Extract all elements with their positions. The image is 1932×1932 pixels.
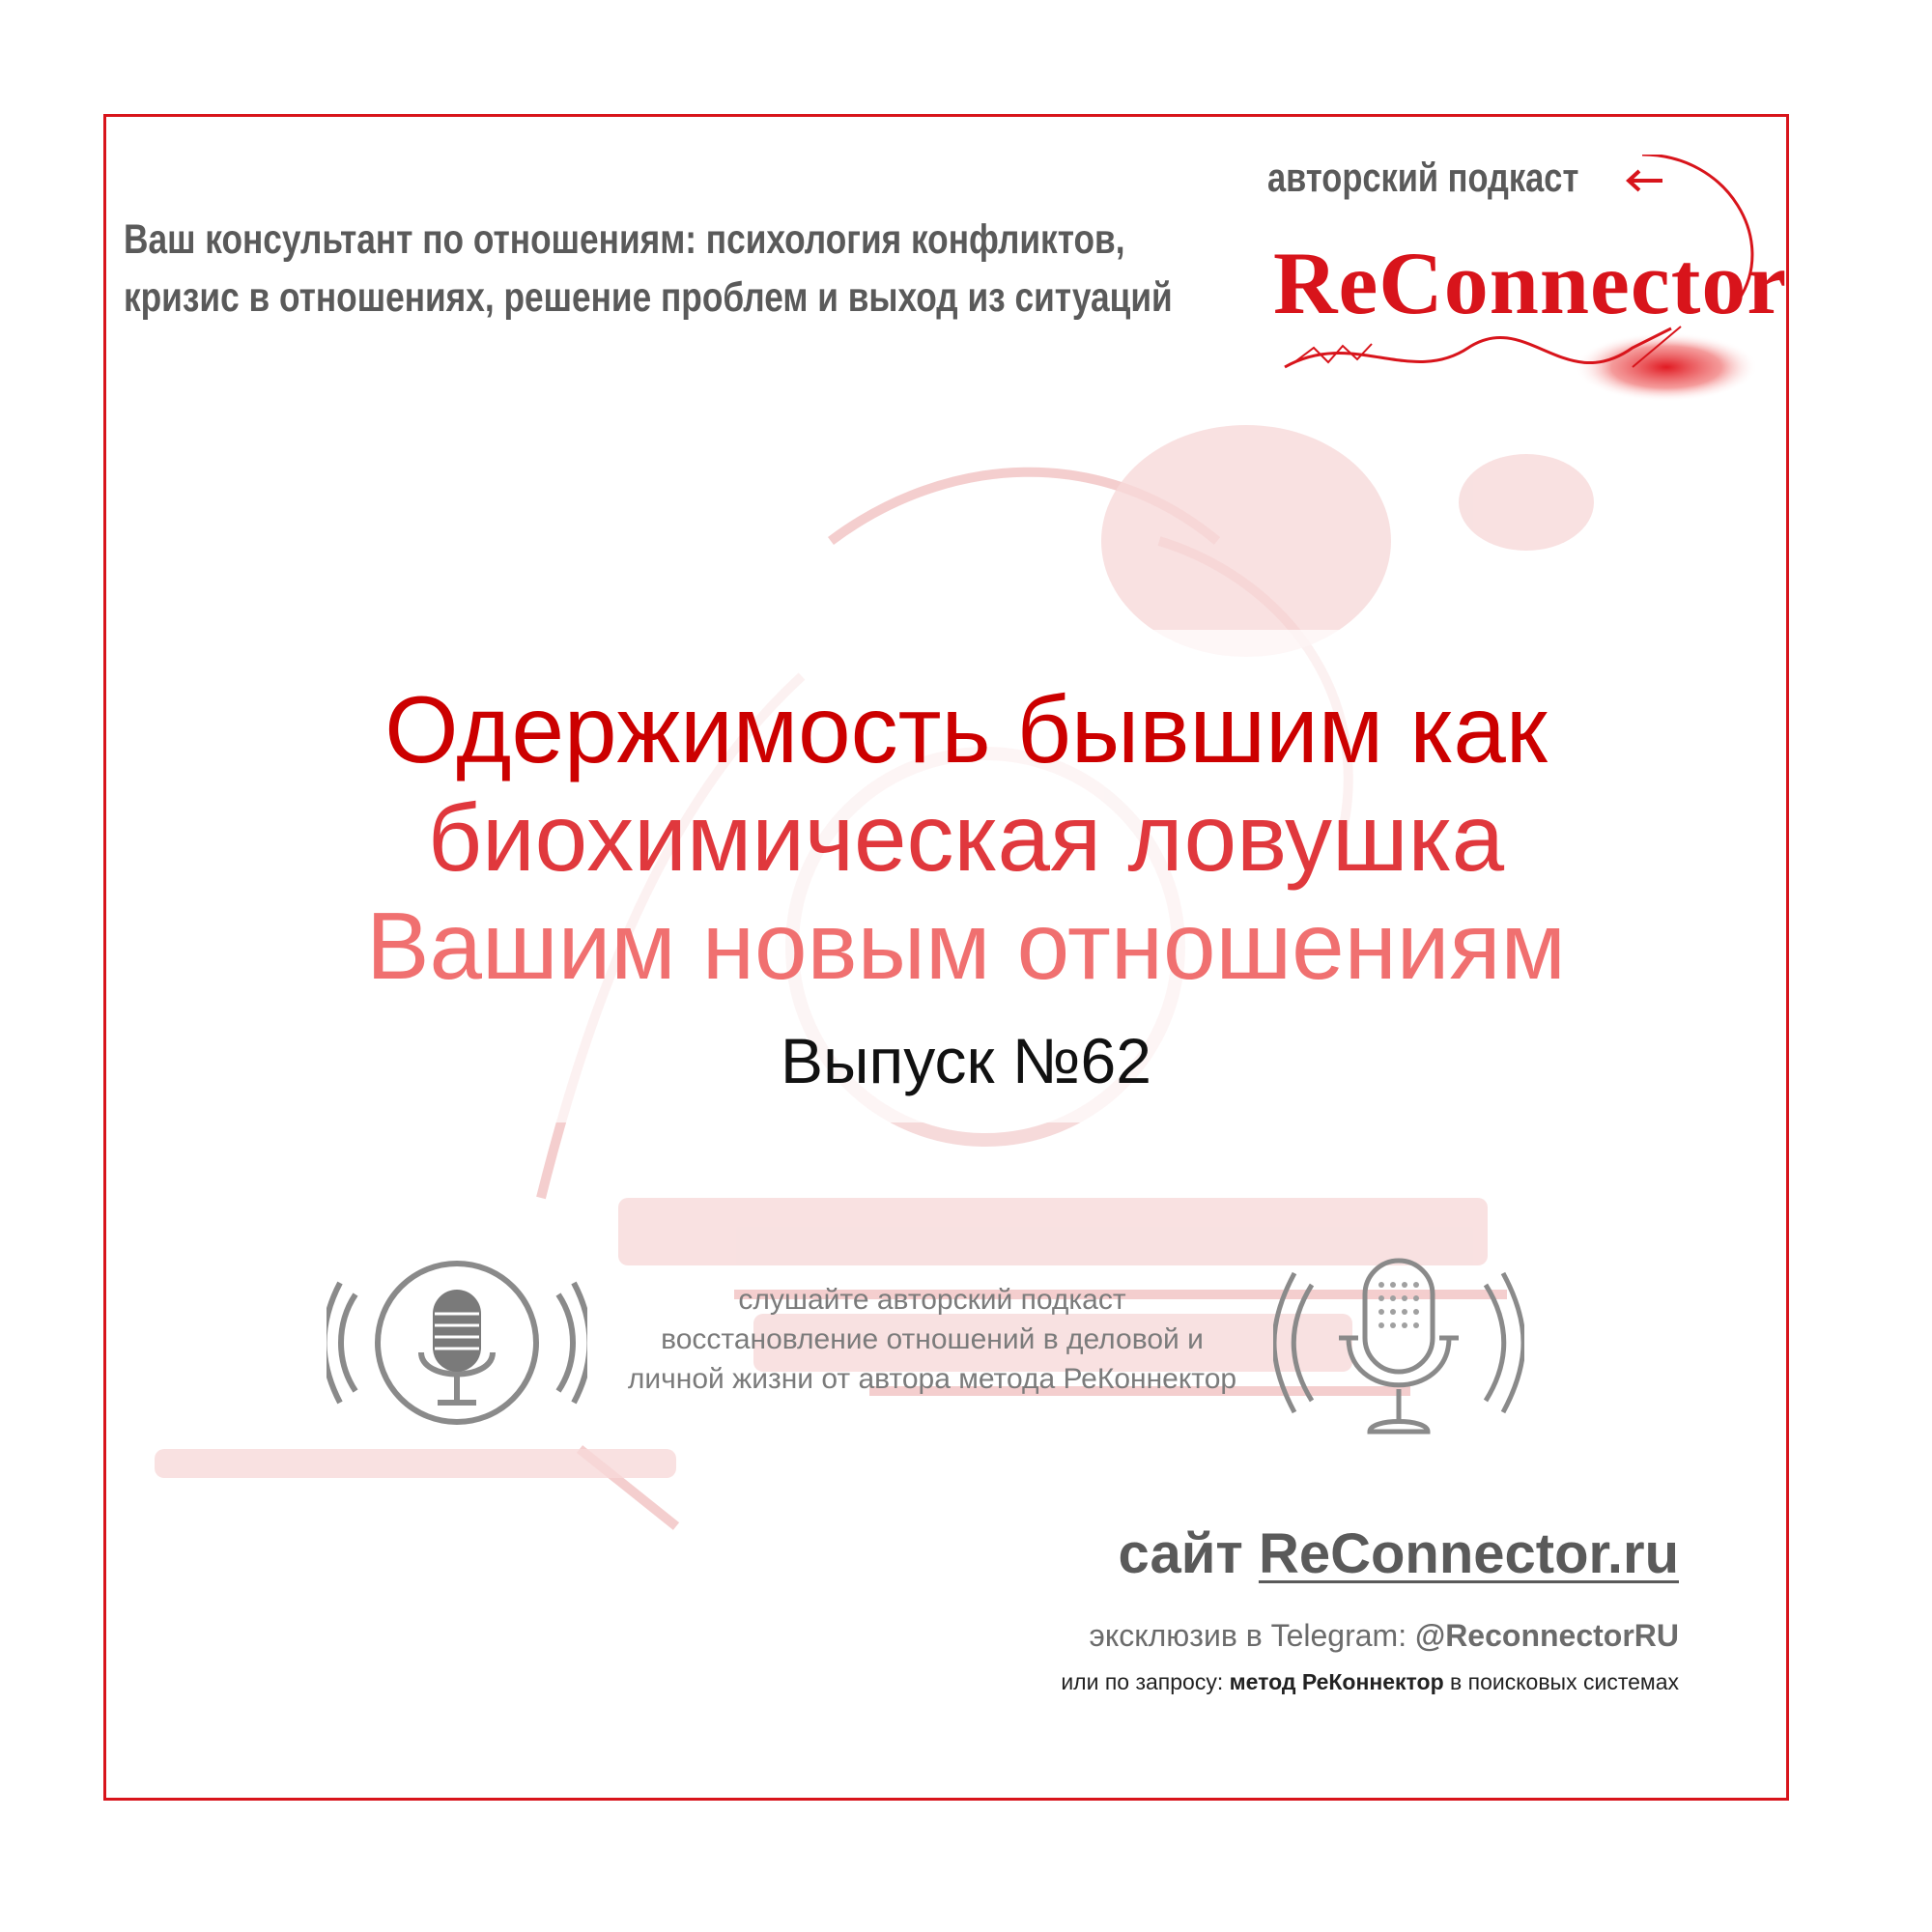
title-line-2: биохимическая ловушка [427,784,1505,891]
title-line-1: Одержимость бывшим как [384,676,1548,782]
website-link[interactable] [1119,1521,1679,1586]
podcast-label: авторский подкаст [1267,155,1579,200]
episode-number: Выпуск №62 [781,1025,1151,1096]
listen-description [575,1280,1290,1399]
header-subtitle [124,211,1173,327]
search-prefix: или по запросу: [1061,1669,1230,1694]
listen-line-2: восстановление отношений в деловой и [661,1323,1204,1355]
search-term: метод РеКоннектор [1229,1669,1444,1694]
telegram-line [1090,1618,1679,1654]
telegram-handle[interactable]: @ReconnectorRU [1414,1618,1679,1653]
search-hint [1061,1669,1679,1695]
microphone-icon-left [327,1256,587,1430]
site-prefix: сайт [1118,1522,1243,1585]
telegram-prefix: эксклюзив в Telegram: [1089,1618,1415,1653]
listen-line-1: слушайте авторский подкаст [738,1284,1126,1316]
site-domain[interactable]: ReConnector.ru [1258,1522,1679,1585]
search-suffix: в поисковых системах [1443,1669,1679,1694]
arrow-icon [1626,166,1664,195]
title-line-3: Вашим новым отношениям [366,893,1566,999]
brand-logo-text: ReConnector [1273,234,1788,332]
microphone-icon-right [1273,1246,1524,1439]
listen-line-3: личной жизни от автора метода РеКоннектор [627,1363,1237,1395]
subtitle-line-1: Ваш консультант по отношениям: психология конфликтов, [124,216,1125,263]
subtitle-line-2: кризис в отношениях, решение проблем и выход из ситуаций [124,274,1173,321]
